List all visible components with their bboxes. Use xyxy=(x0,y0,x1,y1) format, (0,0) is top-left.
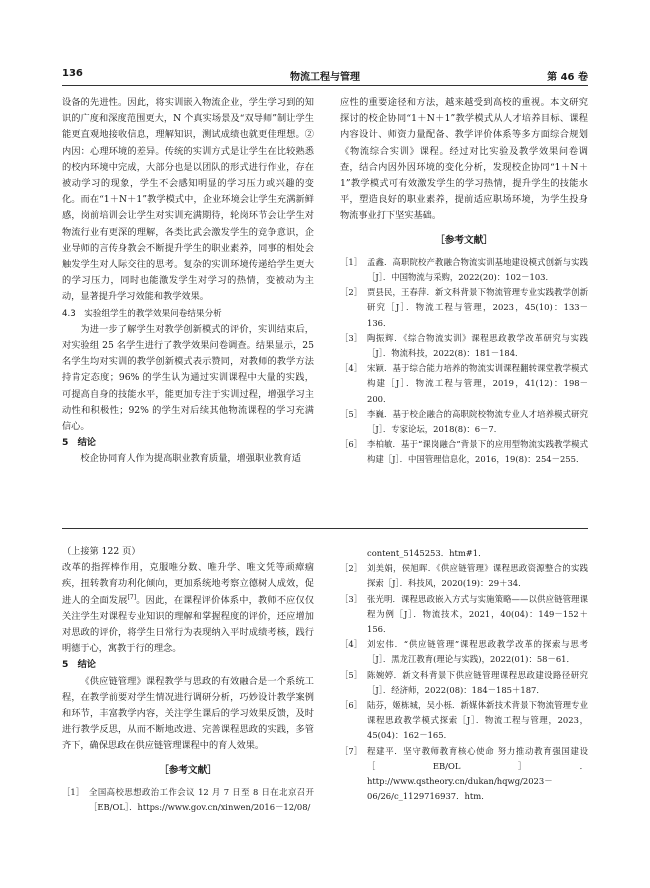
body-paragraph xyxy=(62,560,314,657)
reference-text: 程建平．坚守教师教育核心使命 努力推动教育强国建设［EB/OL］．http://www.qstheory.cn/dukan/hqwg/2023－06/26/c_1129716937．htm． xyxy=(367,745,588,802)
reference-text: 刘宏伟．“供应链管理”课程思政教学改革的探索与思考［J］．黑龙江教育(理论与实践)，2022(01)：58－61． xyxy=(367,639,588,665)
reference-number: ［6］ xyxy=(340,439,363,450)
reference-item xyxy=(340,331,588,361)
article-end-right-column xyxy=(340,95,588,468)
body-paragraph: 《供应链管理》课程教学与思政的有效融合是一个系统工程，在教学前要对学生情况进行调研分析，巧妙设计教学案例和环节，丰富教学内容，关注学生课后的学习效果反馈，及时进行教学反思，从而不断地改进、完善课程思政的实践，多管齐下，确保思政在供应链管理课程中的育人效果。 xyxy=(62,675,314,752)
reference-number: ［4］ xyxy=(340,363,363,374)
reference-number: ［7］ xyxy=(340,745,363,756)
reference-list xyxy=(62,785,314,815)
reference-number: ［3］ xyxy=(340,593,363,604)
reference-number: ［1］ xyxy=(340,256,363,267)
body-paragraph: 为进一步了解学生对教学创新模式的评价，实训结束后，对实验组 25 名学生进行了教学效果问卷调查。结果显示，25 名学生均对实训的教学创新模式表示赞同，对教师的教学方法持肯定态度；96% 的学生认为通过实训课程中大量的实践，可提高自身的技能水平，能更加专注于实训过程，增强学习主动性和积极性；92% 的学生对后续其他物流课程的学习充满信心。 xyxy=(62,323,314,433)
reference-continuation xyxy=(340,546,588,561)
reference-number: ［4］ xyxy=(340,639,363,650)
reference-number: ［5］ xyxy=(340,669,363,680)
journal-title: 物流工程与管理 xyxy=(290,72,360,83)
reference-text: 宋颖．基于综合能力培养的物流实训课程翻转课堂教学模式构建［J］．物流工程与管理，2019，41(12)：198－200． xyxy=(367,363,588,404)
reference-number: ［2］ xyxy=(340,287,363,298)
reference-number: ［2］ xyxy=(340,563,363,574)
reference-text: 陆芬，姬栋城，吴小栎．新媒体新技术背景下物流管理专业课程思政教学模式探索［J］．物流工程与管理，2023，45(04)：162－165． xyxy=(367,700,588,741)
references-heading: ［参考文献］ xyxy=(159,764,217,776)
reference-number: ［1］ xyxy=(62,786,85,797)
reference-item xyxy=(340,592,588,638)
reference-text: content_5145253．htm#1． xyxy=(367,548,487,558)
reference-number: ［5］ xyxy=(340,408,363,419)
reference-text: 李巍．基于校企融合的高职院校物流专业人才培养模式研究［J］．专家论坛，2018(8)：6－7． xyxy=(367,408,588,435)
reference-item xyxy=(340,668,588,698)
continued-article-right-column xyxy=(340,546,588,804)
references-heading: ［参考文献］ xyxy=(435,234,493,246)
reference-number: ［6］ xyxy=(340,700,363,711)
reference-text: 贾县民，王春萍．新文科背景下物流管理专业实践教学创新研究［J］．物流工程与管理，2023，45(10)：133－136． xyxy=(367,287,588,328)
reference-number: ［3］ xyxy=(340,332,363,343)
body-paragraph: 校企协同育人作为提高职业教育质量，增强职业教育适 xyxy=(80,453,301,465)
section-heading: 5 结论 xyxy=(62,659,96,671)
reference-item xyxy=(340,255,588,285)
reference-text: 陈婉婷．新文科背景下供应链管理课程思政建设路径研究［J］．经济师，2022(08)：184－185＋187． xyxy=(367,669,588,695)
body-text: 改革的指挥棒作用，克服唯分数、唯升学、唯文凭等顽瘴痼疾，扭转教育功利化倾向，更加系统地考察立德树人成效，促进人的全面发展 xyxy=(62,562,314,606)
reference-text: 李柏敏．基于“课岗融合”背景下的应用型物流实践教学模式构建［J］．中国管理信息化，2016，19(8)：254－255． xyxy=(367,439,588,465)
reference-text: 全国高校思想政治工作会议 12 月 7 日至 8 日在北京召开［EB/OL］．https://www.gov.cn/xinwen/2016－12/08/ xyxy=(89,786,314,813)
reference-item xyxy=(340,407,588,437)
body-paragraph: 设备的先进性。因此，将实训嵌入物流企业，学生学习到的知识的广度和深度范围更大，N 个真实场景及“双导师”制让学生能更直观地接收信息，理解知识，测试成绩也就更佳理想。②内因：心理环境的差异。传统的实训方式是让学生在比较熟悉的校内环境中完成，大部分也是以团队的形式进行作业，存在被动学习的现象，学生不会感知明显的学习压力或兴趣的变化。而在“1＋N＋1”教学模式中，企业环境会让学生充满新鲜感，岗前培训会让学生对实训充满期待，轮岗环节会让学生对物流行业有更深的理解，各类比武会激发学生的竞争意识，企业导师的言传身教会不断提升学生的职业素养，同事的相处会触发学生对人际交往的思考。复杂的实训环境传递给学生更大的学习压力，同时也能激发学生对学习的热情，变被动为主动，显著提升学习效能和教学效果。 xyxy=(62,97,314,303)
continued-article-left-column xyxy=(62,544,314,815)
reference-item xyxy=(340,561,588,591)
body-text: 。因此，在课程评价体系中，教师不应仅仅关注学生对课程专业知识的理解和掌握程度的评价，还应增加对思政的评价，将学生日常行为表现纳入平时成绩考核，践行明德于心，寓教于行的理念。 xyxy=(62,594,315,655)
reference-list xyxy=(340,255,588,468)
volume-label: 第 46 卷 xyxy=(547,72,588,83)
section-heading: 5 结论 xyxy=(62,437,96,449)
article-end-left-column xyxy=(62,95,314,468)
reference-item xyxy=(340,698,588,744)
reference-item xyxy=(340,361,588,407)
reference-item xyxy=(340,285,588,331)
continuation-note: （上接第 122 页） xyxy=(62,546,141,557)
running-header xyxy=(62,68,588,82)
reference-item xyxy=(62,785,314,815)
reference-text: 刘美娟，侯旭晖．《供应链管理》课程思政资源整合的实践探索［J］．科技风，2020(19)：29＋34． xyxy=(367,563,588,589)
reference-item xyxy=(340,637,588,667)
page-number: 136 xyxy=(62,68,83,79)
reference-item xyxy=(340,744,588,805)
reference-text: 孟鑫．高职院校产教融合物流实训基地建设模式创新与实践［J］．中国物流与采购，2022(20)：102－103． xyxy=(367,256,588,283)
body-paragraph: 应性的重要途径和方法，越来越受到高校的重视。本文研究探讨的校企协同“1＋N＋1”教学模式从人才培养目标、课程内容设计、师资力量配备、教学评价体系等多方面综合规划《物流综合实训》课程。经过对比实验及教学效果问卷调查，结合内因外因环境的变化分析，发现校企协同“1＋N＋1”教学模式可有效激发学生的学习热情，提升学生的技能水平，塑造良好的职业素养，提前适应职场环境，为学生投身物流事业打下坚实基础。 xyxy=(340,97,588,222)
article-divider xyxy=(62,528,588,529)
reference-text: 张光明．课程思政嵌入方式与实施策略——以供应链管理课程为例［J］．物流技术，2021，40(04)：149－152＋156． xyxy=(367,593,588,635)
citation-mark: [7] xyxy=(127,593,137,601)
header-rule xyxy=(62,85,588,86)
reference-text: 陶振辉．《综合物流实训》课程思政教学改革研究与实践［J］．物流科技，2022(8)：181－184． xyxy=(367,332,588,359)
subsection-heading: 4.3 实验组学生的教学效果问卷结果分析 xyxy=(62,308,222,319)
reference-item xyxy=(340,437,588,467)
